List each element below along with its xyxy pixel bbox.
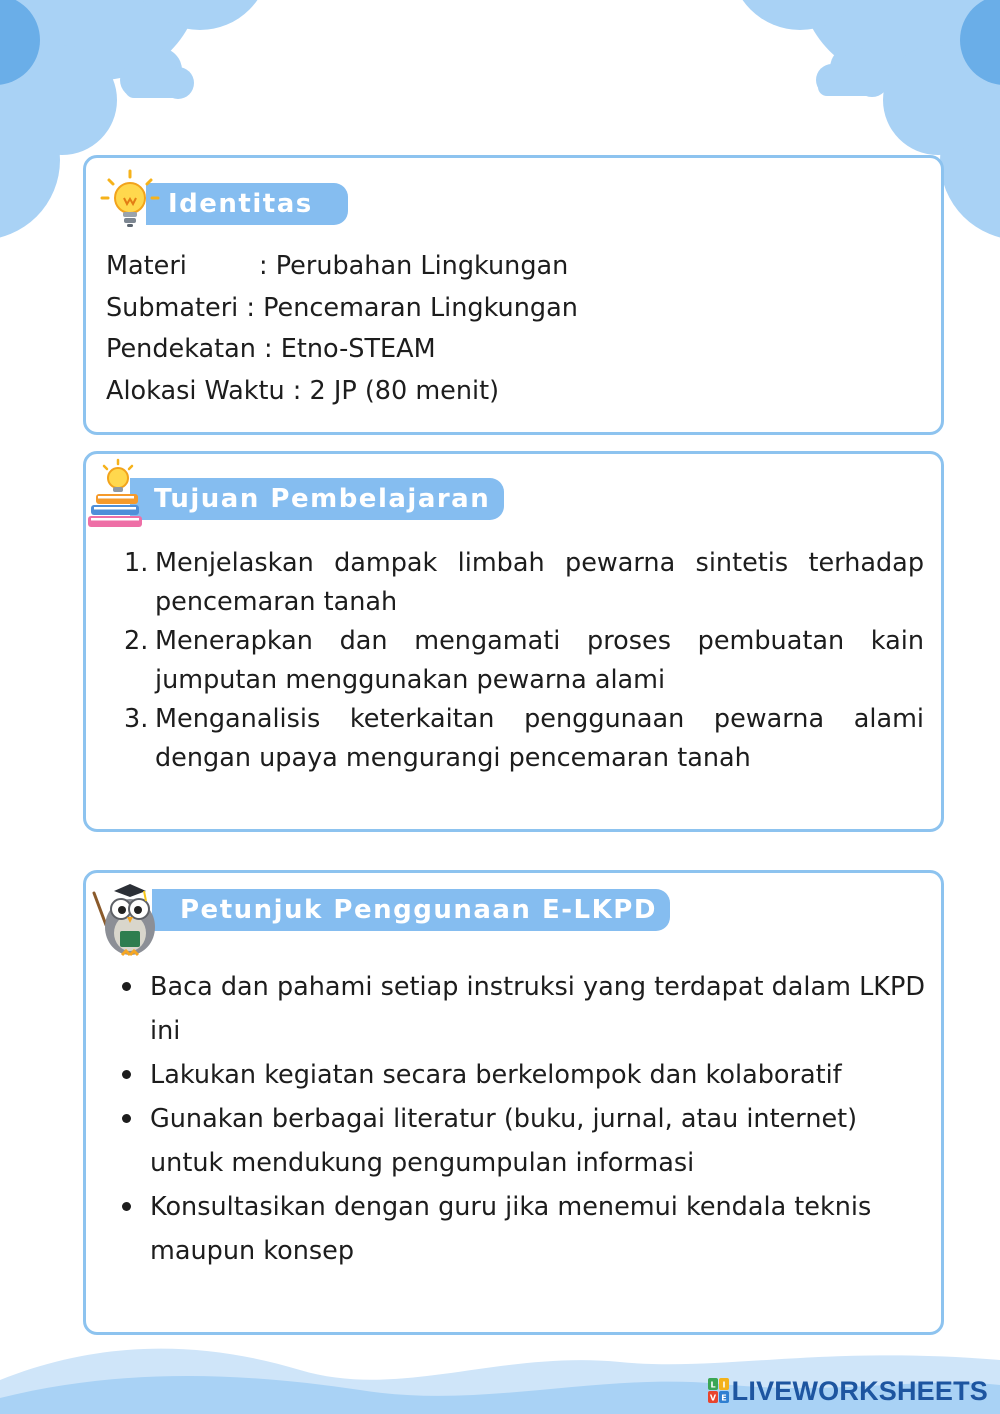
list-item [120, 1053, 926, 1097]
lightbulb-icon [98, 168, 162, 232]
identitas-row [106, 288, 578, 330]
liveworksheets-logo[interactable] [708, 1376, 988, 1406]
item-text: Menganalisis keterkaitan penggunaan pewarna alami dengan upaya mengurangi pencemaran tanah [155, 704, 924, 773]
petunjuk-list [120, 965, 926, 1273]
list-item [120, 1097, 926, 1185]
mark-letter-e: E [720, 1393, 727, 1403]
identitas-card [83, 155, 944, 435]
owl-teacher-icon [90, 875, 162, 959]
identitas-rows [106, 246, 578, 412]
list-item [120, 965, 926, 1053]
item-number: 1. [124, 548, 149, 578]
tujuan-title: Tujuan Pembelajaran [154, 484, 491, 514]
bullet-icon [122, 1070, 131, 1079]
liveworksheets-mark-icon [708, 1378, 730, 1404]
petunjuk-header [152, 889, 670, 931]
row-label: Materi [106, 251, 187, 281]
petunjuk-title: Petunjuk Penggunaan E-LKPD [180, 895, 657, 925]
bullet-icon [122, 1202, 131, 1211]
row-label: Submateri [106, 292, 239, 323]
item-text: Konsultasikan dengan guru jika menemui kendala teknis maupun konsep [150, 1192, 872, 1266]
tujuan-card [83, 451, 944, 832]
bullet-icon [122, 1114, 131, 1123]
row-label: Alokasi Waktu [106, 375, 285, 406]
list-item [124, 622, 924, 700]
mark-letter-v: V [709, 1393, 716, 1403]
row-value: : Pencemaran Lingkungan [238, 292, 578, 323]
tujuan-header [130, 478, 504, 520]
books-lightbulb-icon [86, 458, 148, 530]
identitas-row [106, 246, 578, 288]
identitas-header [146, 183, 348, 225]
list-item [120, 1185, 926, 1273]
item-text: Gunakan berbagai literatur (buku, jurnal, atau internet) untuk mendukung pengumpulan informasi [150, 1104, 858, 1178]
row-label: Pendekatan [106, 334, 256, 364]
list-item [124, 700, 924, 778]
row-value: : 2 JP (80 menit) [284, 375, 500, 406]
mark-letter-l: L [710, 1380, 716, 1390]
item-number: 2. [124, 626, 149, 656]
item-text: Menerapkan dan mengamati proses pembuatan kain jumputan menggunakan pewarna alami [155, 626, 924, 695]
row-value: : Etno-STEAM [255, 334, 436, 364]
identitas-row [106, 329, 578, 371]
tujuan-list [124, 544, 924, 778]
row-value: : Perubahan Lingkungan [259, 251, 569, 281]
item-number: 3. [124, 704, 149, 734]
item-text: Menjelaskan dampak limbah pewarna sintetis terhadap pencemaran tanah [155, 548, 924, 617]
list-item [124, 544, 924, 622]
petunjuk-card [83, 870, 944, 1335]
mark-letter-i: I [722, 1380, 726, 1390]
item-text: Lakukan kegiatan secara berkelompok dan kolaboratif [150, 1060, 842, 1090]
identitas-row [106, 371, 578, 413]
brand-text: LIVEWORKSHEETS [731, 1375, 988, 1406]
item-text: Baca dan pahami setiap instruksi yang terdapat dalam LKPD ini [150, 972, 926, 1046]
bullet-icon [122, 982, 131, 991]
identitas-title: Identitas [168, 189, 313, 219]
